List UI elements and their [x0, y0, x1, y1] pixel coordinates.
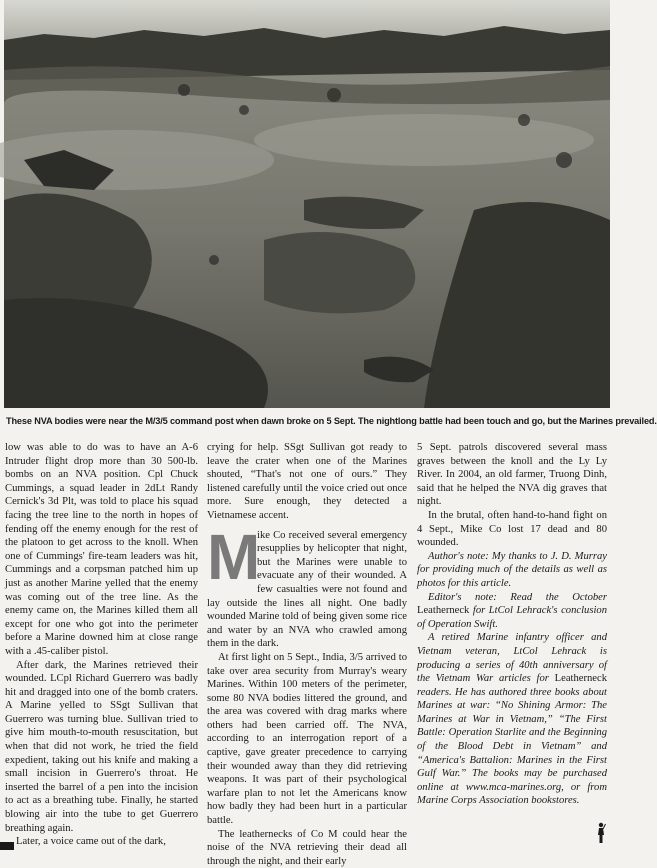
paragraph: low was able to do was to have an A-6 Intruder flight drop more than 30 500-lb. bombs on an NVA position. Cpl Chuck Cummings, a squad leader in 2dLt Randy Cernick's 3d Plt, was told to place his squad facing the tree line to the north in hopes of fending off the enemy enough for the rest of the platoon to get across to the knoll. When one of Cummings' fire-team leaders was hit, Cummings and a corpsman patched him up just as another Marine yelled that the enemy was coming out of the tree line. As the enemy came on, the Marines killed them all except for one who got into the perimeter before a Marine downed him at close range with a .45-caliber pistol. — [5, 442, 198, 657]
article-column-2 — [207, 441, 407, 867]
photo-illustration — [4, 0, 610, 408]
paragraph-text: ike Co received several emergency resupplies by helicopter that night, but the Marines were unable to evacuate any of their wounded. A few casualties were not found and lay outside the lines all night. One badly wounded Marine told of being given some rice and water by an NVA who crawled among them in the dark. — [207, 529, 407, 650]
paragraph: The leathernecks of Co M could hear the noise of the NVA retrieving their dead all through the night, and their early — [207, 828, 407, 867]
end-mark-icon — [596, 822, 606, 844]
author-bio-text: A retired Marine infantry officer and Vietnam veteran, LtCol Lehrack is producing a series of 40th anniversary of the Vietnam War articles for — [417, 632, 607, 685]
authors-note: Author's note: My thanks to J. D. Murray for providing much of the details as well as photos for this article. — [417, 550, 607, 589]
paragraph: 5 Sept. patrols discovered several mass graves between the knoll and the Ly Ly River. In 2004, an old farmer, Truong Dinh, said that he helped the NVA dig graves that night. — [417, 442, 607, 508]
editors-note-text: Editor's note: Read the October — [428, 591, 607, 603]
photo-caption: These NVA bodies were near the M/3/5 command post when dawn broke on 5 Sept. The nightlong battle had been touch and go, but the Marines prevailed. — [6, 416, 657, 426]
battlefield-photo — [4, 0, 610, 408]
drop-cap: M — [207, 520, 261, 593]
author-bio-text: readers. He has authored three books about Marines at war: “No Shining Armor: The Marines at War in Vietnam,” “The First Battle: Operation Starlite and the Beginning of the Blood Debt in Vietnam” and “America's Battalion: Marines in the First Gulf War.” The books may be purchased online at www.mca-marines.org, or from Marine Corps Association bookstores. — [417, 686, 607, 807]
article-column-3 — [417, 441, 607, 846]
paragraph: Later, a voice came out of the dark, — [16, 836, 166, 848]
paragraph: After dark, the Marines retrieved their wounded. LCpl Richard Guerrero was badly hit and dragged into one of the bomb craters. A Marine yelled to SSgt Sullivan that Guerrero was turning blue. Sullivan tried to give him mouth-to-mouth resuscitation, but when that did not work, he tried the field expedient, taking out his knife and making a small incision in Guerrero's throat. He inserted the barrel of a pen into the incision to act as a breathing tube. Finally, he started blowing air into the tube to get Guerrero breathing again. — [5, 659, 198, 834]
editors-note-text: for LtCol Lehrack's conclusion of Operation Swift. — [417, 605, 607, 630]
magazine-name: Leatherneck — [548, 673, 607, 685]
paragraph-with-dropcap — [207, 520, 407, 651]
paragraph: In the brutal, often hand-to-hand fight on 4 Sept., Mike Co lost 17 dead and 80 wounded. — [417, 509, 607, 549]
editors-note — [417, 591, 607, 632]
paragraph: crying for help. SSgt Sullivan got ready to leave the crater when one of the Marines shouted, “That's not one of ours.” They listened carefully until the voice cried out once more. Sure enough, they detected a Vietnamese accent. — [207, 442, 407, 521]
page-edge-mark — [0, 842, 14, 850]
paragraph: At first light on 5 Sept., India, 3/5 arrived to take over area security from Murray's weary Marines. Within 100 meters of the perimeter, some 80 NVA bodies littered the ground, and the area was covered with drag marks where others had been carried off. The NVA, according to an interrogation report of a captive, gave greater precedence to carrying their wounded away than they did retrieving weapons. It was part of their psychological warfare plan to not let the Americans know how badly they had been hurt in a particular battle. — [207, 651, 407, 827]
article-column-1 — [5, 441, 198, 846]
magazine-name: Leatherneck — [417, 605, 470, 617]
author-bio — [417, 631, 607, 808]
